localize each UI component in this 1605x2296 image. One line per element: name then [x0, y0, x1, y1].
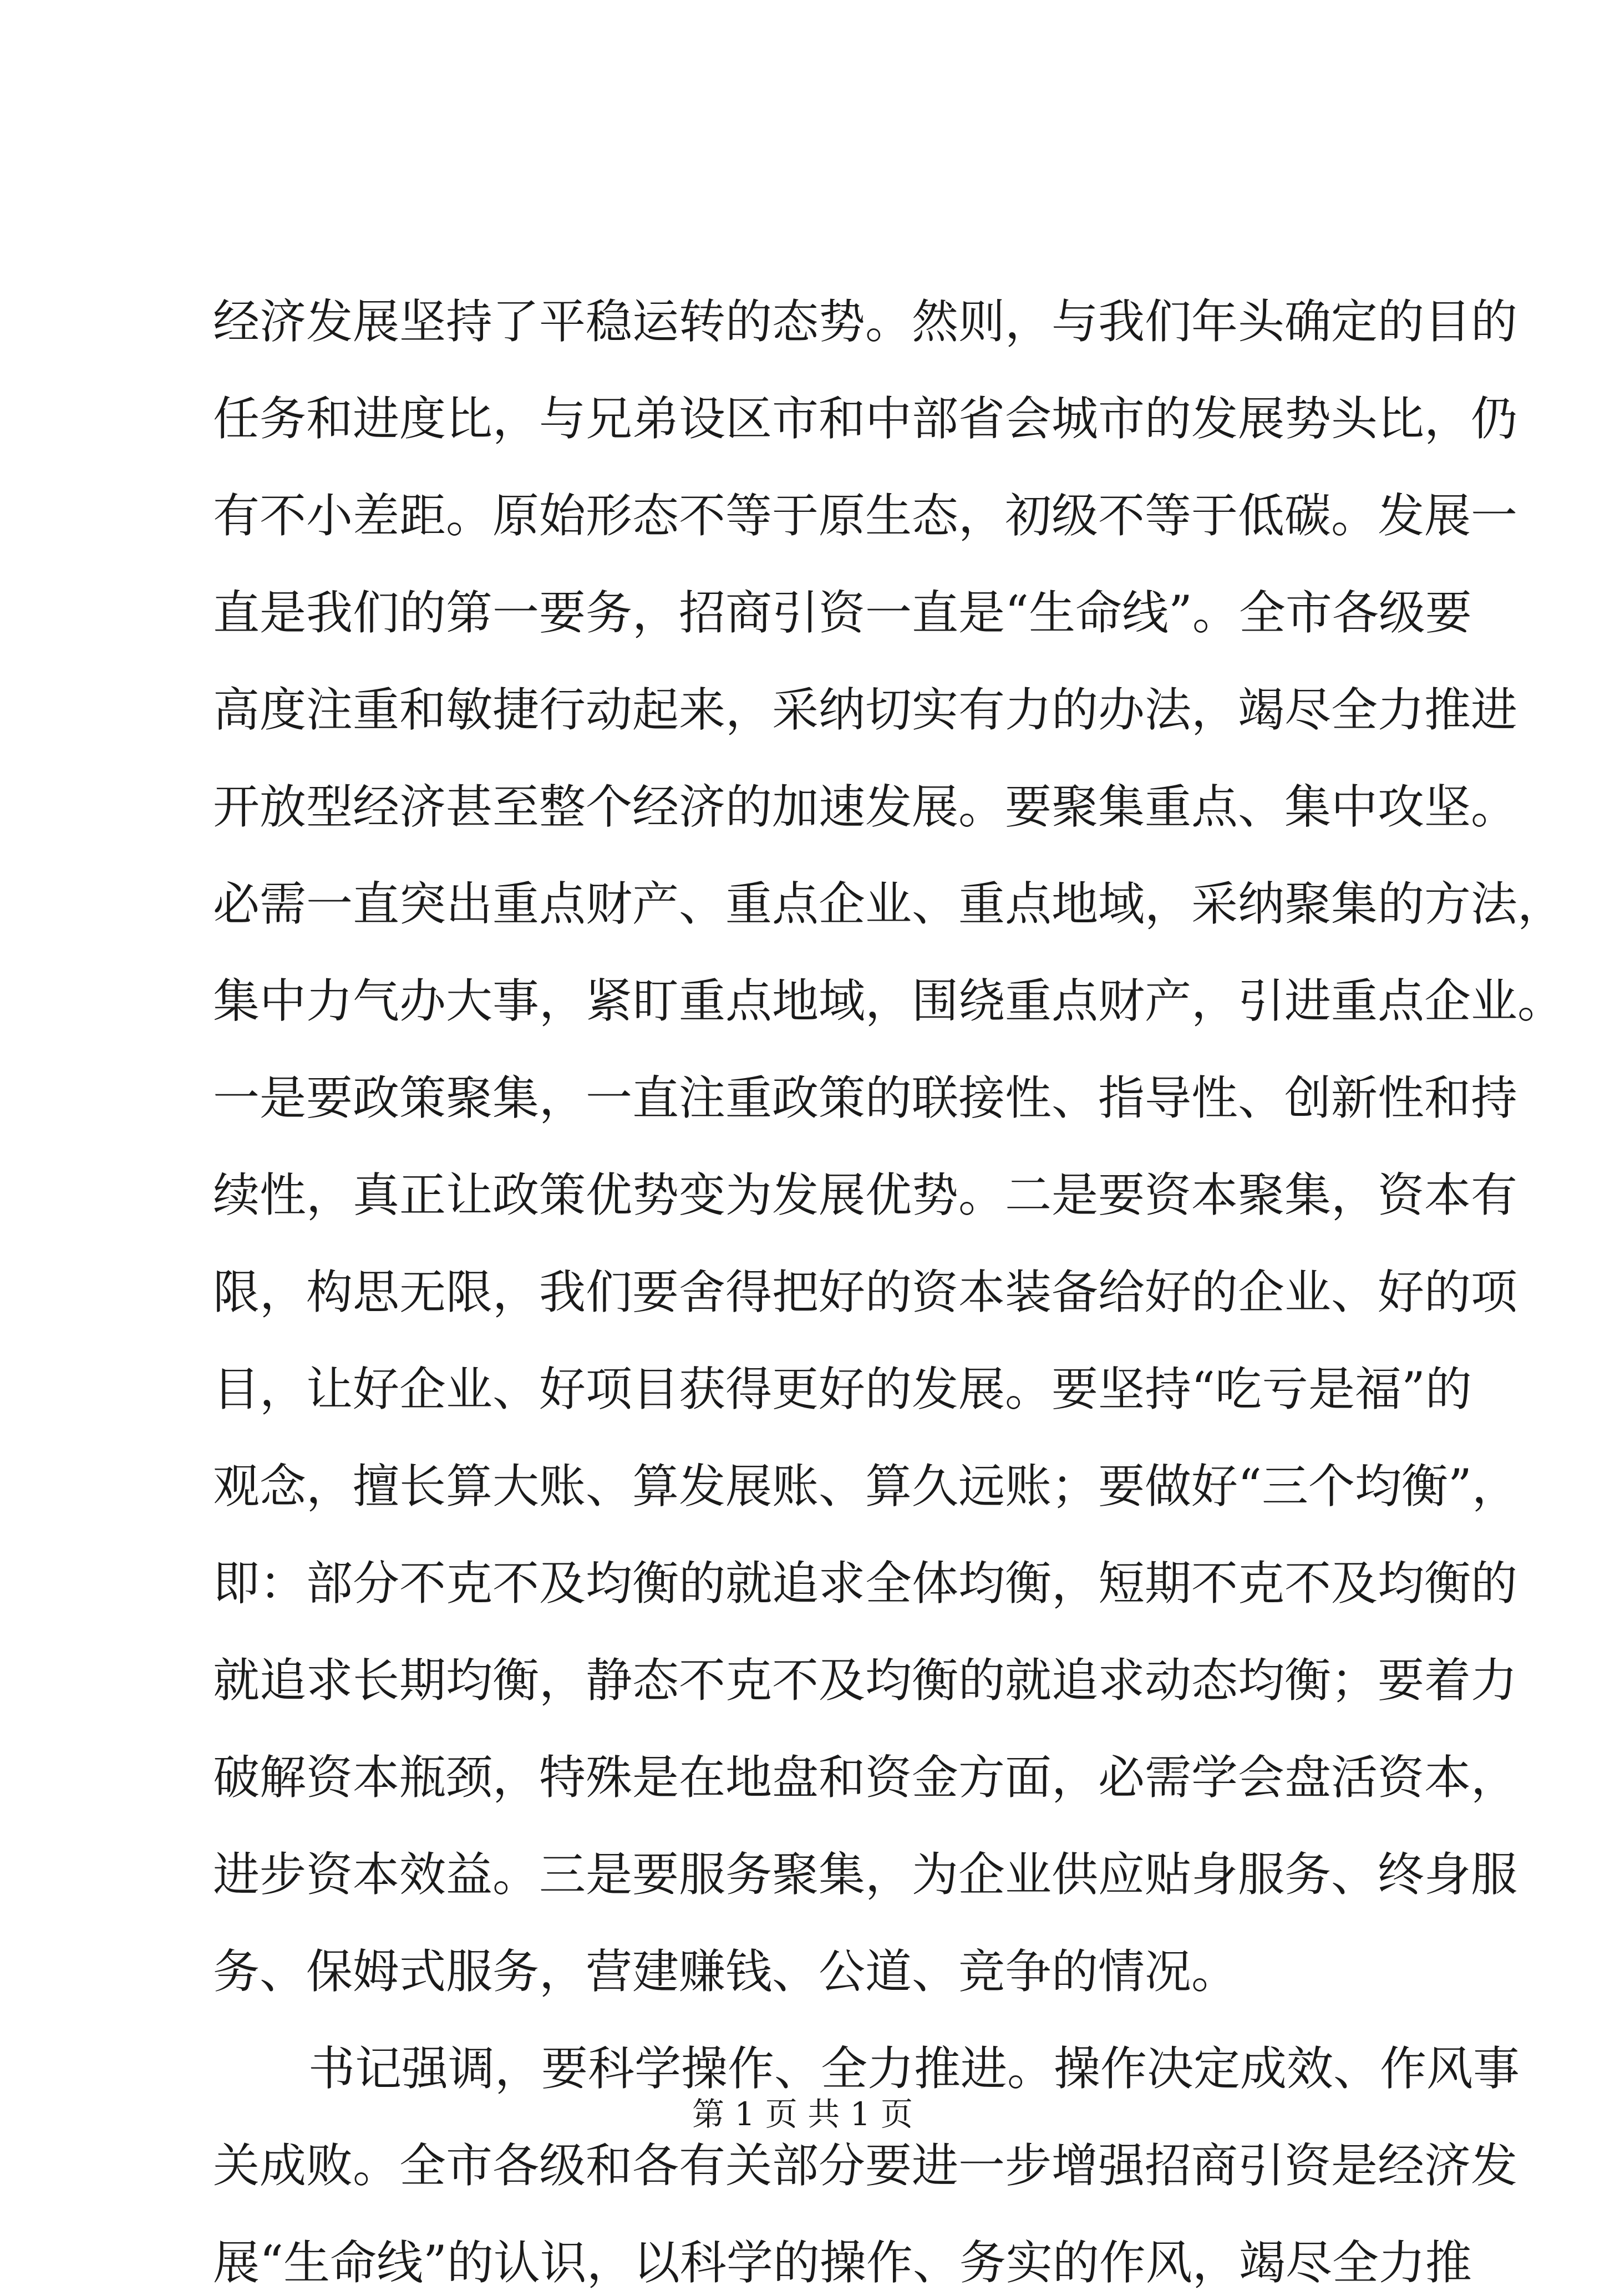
text-line: 高度注重和敏捷行动起来，采纳切实有力的办法，竭尽全力推进 — [213, 683, 1518, 737]
text-line: 展“生命线”的认识，以科学的操作、务实的作风，竭尽全力推 — [213, 2236, 1472, 2290]
text-line: 集中力气办大事，紧盯重点地域，围绕重点财产，引进重点企业。 — [213, 974, 1565, 1028]
text-line: 即：部分不克不及均衡的就追求全体均衡，短期不克不及均衡的 — [213, 1556, 1518, 1611]
text-line: 续性，真正让政策优势变为发展优势。二是要资本聚集，资本有 — [213, 1168, 1518, 1222]
text-line: 书记强调，要科学操作、全力推进。操作决定成效、作风事 — [308, 2041, 1520, 2096]
page-number-footer: 第 1 页 共 1 页 — [692, 2095, 913, 2133]
text-line: 就追求长期均衡，静态不克不及均衡的就追求动态均衡；要着力 — [213, 1653, 1518, 1708]
text-line: 直是我们的第一要务，招商引资一直是“生命线”。全市各级要 — [213, 586, 1472, 640]
text-line: 一是要政策聚集，一直注重政策的联接性、指导性、创新性和持 — [213, 1071, 1518, 1125]
text-line: 经济发展坚持了平稳运转的态势。然则，与我们年头确定的目的 — [213, 294, 1518, 349]
text-line: 关成败。全市各级和各有关部分要进一步增强招商引资是经济发 — [213, 2138, 1518, 2193]
text-line: 破解资本瓶颈，特殊是在地盘和资金方面，必需学会盘活资本， — [213, 1750, 1518, 1805]
text-line: 有不小差距。原始形态不等于原生态，初级不等于低碳。发展一 — [213, 489, 1518, 543]
text-line: 开放型经济甚至整个经济的加速发展。要聚集重点、集中攻坚。 — [213, 780, 1518, 834]
text-line: 限，构思无限，我们要舍得把好的资本装备给好的企业、好的项 — [213, 1265, 1518, 1319]
text-line: 务、保姆式服务，营建赚钱、公道、竞争的情况。 — [213, 1944, 1238, 1999]
text-line: 目，让好企业、好项目获得更好的发展。要坚持“吃亏是福”的 — [213, 1362, 1472, 1416]
text-line: 进步资本效益。三是要服务聚集，为企业供应贴身服务、终身服 — [213, 1847, 1518, 1902]
text-line: 观念，擅长算大账、算发展账、算久远账；要做好“三个均衡”， — [213, 1459, 1518, 1513]
text-line: 任务和进度比，与兄弟设区市和中部省会城市的发展势头比，仍 — [213, 392, 1518, 446]
text-line: 必需一直突出重点财产、重点企业、重点地域，采纳聚集的方法， — [213, 877, 1565, 931]
